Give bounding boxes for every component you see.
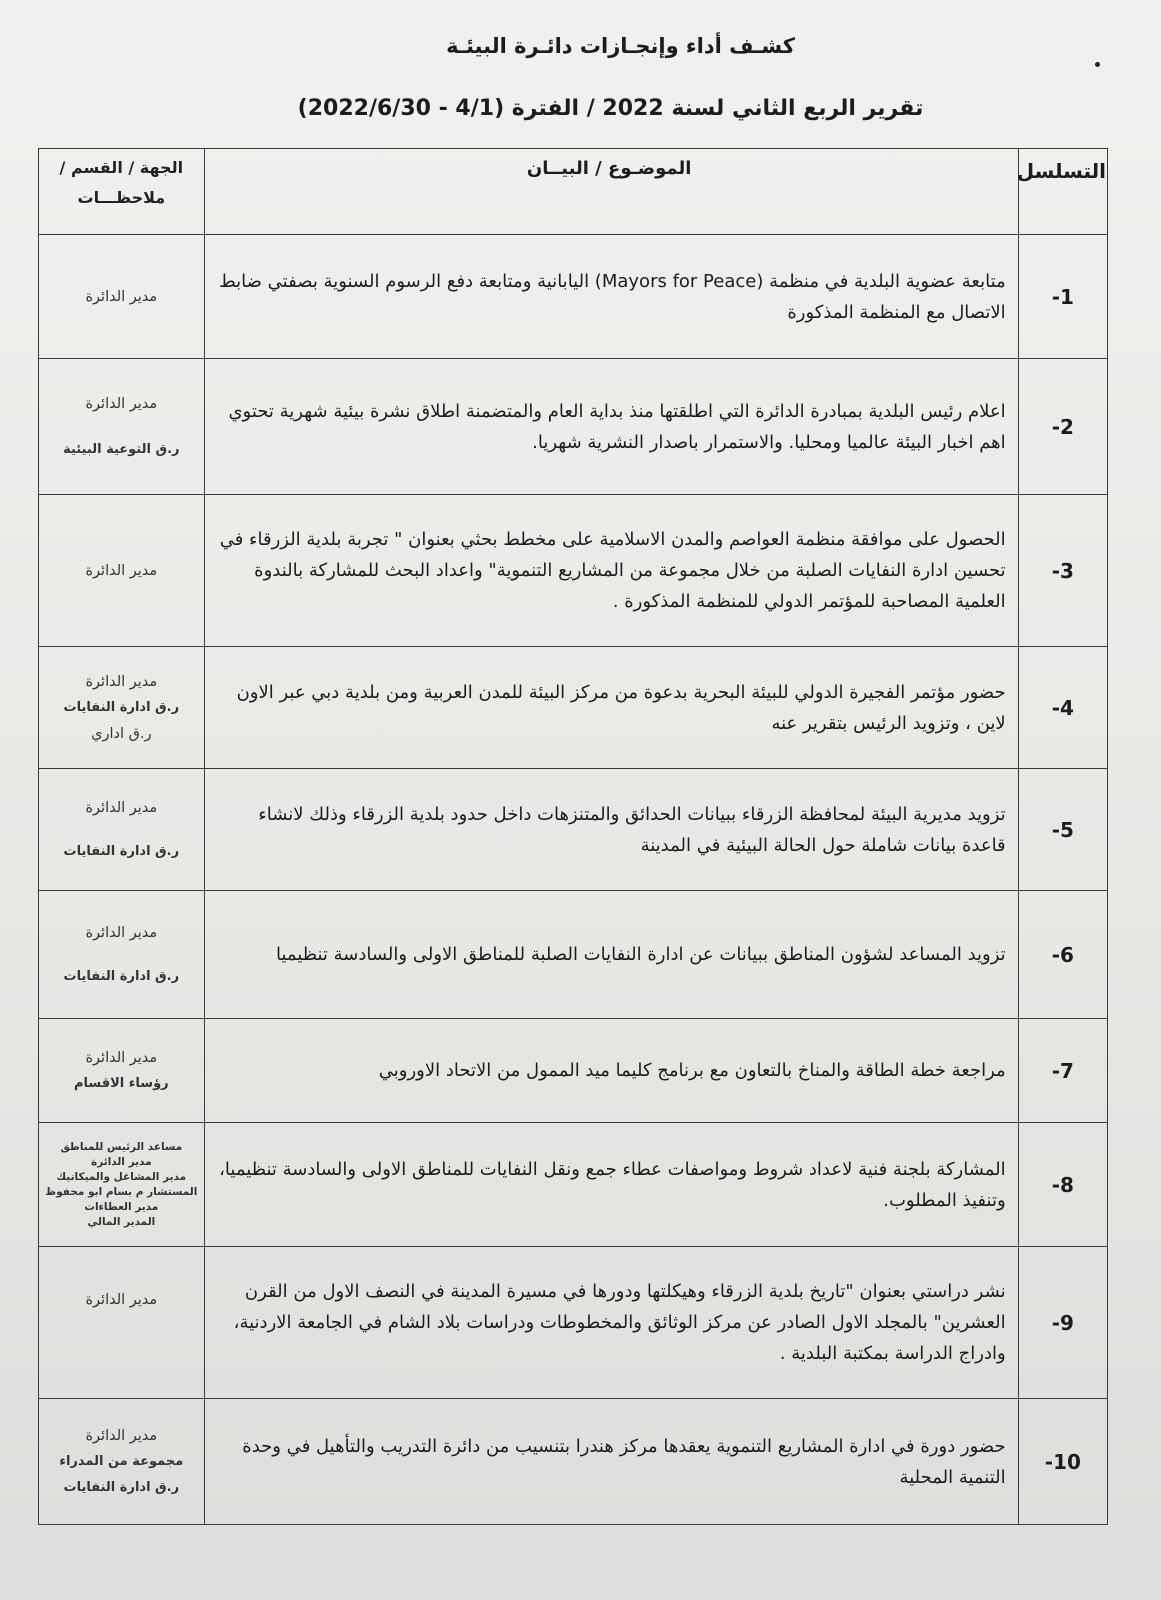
row-subject: متابعة عضوية البلدية في منظمة (Mayors for Peace) اليابانية ومتابعة دفع الرسوم السنوية بصفتي ضابط الاتصال مع المنظمة المذكورة — [204, 235, 1018, 359]
note-line: مدير الدائرة — [85, 673, 158, 690]
table-row-10 — [39, 1399, 1108, 1525]
row-subject: تزويد مديرية البيئة لمحافظة الزرقاء ببيانات الحدائق والمتنزهات داخل حدود بلدية الزرقاء وذلك لانشاء قاعدة بيانات شاملة حول الحالة البيئية في المدينة — [204, 769, 1018, 891]
row-subject: حضور مؤتمر الفجيرة الدولي للبيئة البحرية بدعوة من مركز البيئة للمدن العربية ومن بلدية دبي عبر الاون لاين ، وتزويد الرئيس بتقرير عنه — [204, 647, 1018, 769]
row-notes — [39, 1019, 205, 1123]
row-seq: 9- — [1018, 1247, 1107, 1399]
row-subject: اعلام رئيس البلدية بمبادرة الدائرة التي اطلقتها منذ بداية العام والمتضمنة اطلاق نشرة بيئية شهرية تحتوي اهم اخبار البيئة عالميا ومحليا. والاستمرار باصدار النشرية شهريا. — [204, 359, 1018, 495]
row-notes — [39, 359, 205, 495]
table-row-4 — [39, 647, 1108, 769]
table-row-7 — [39, 1019, 1108, 1123]
note-line: المدير المالي — [87, 1215, 156, 1228]
note-line: ر.ق ادارة النفايات — [63, 699, 180, 715]
note-line: رؤساء الاقسام — [73, 1075, 169, 1091]
table-header-row — [39, 149, 1108, 235]
note-line: مدير الدائرة — [85, 799, 158, 816]
row-subject: المشاركة بلجنة فنية لاعداد شروط ومواصفات عطاء جمع ونقل النفايات للمناطق الاولى والسادسة تنظيميا، وتنفيذ المطلوب. — [204, 1123, 1018, 1247]
note-line: المستشار م بسام ابو محفوظ — [45, 1185, 198, 1198]
note-line: مدير الدائرة — [91, 1155, 152, 1168]
row-seq: 5- — [1018, 769, 1107, 891]
column-header-notes-line1: الجهة / القسم / — [59, 158, 184, 177]
row-subject: تزويد المساعد لشؤون المناطق ببيانات عن ادارة النفايات الصلبة للمناطق الاولى والسادسة تنظيميا — [204, 891, 1018, 1019]
row-notes — [39, 1399, 205, 1525]
row-seq: 6- — [1018, 891, 1107, 1019]
row-notes — [39, 235, 205, 359]
column-header-subject: الموضـوع / البيــان — [204, 149, 1018, 235]
note-line: مجموعة من المدراء — [59, 1453, 184, 1469]
column-header-notes — [39, 149, 205, 235]
row-notes — [39, 891, 205, 1019]
note-line: ر.ق التوعية البيئية — [63, 441, 180, 457]
table-row-8 — [39, 1123, 1108, 1247]
note-line: ر.ق اداري — [91, 725, 152, 742]
row-notes — [39, 647, 205, 769]
table-row-1 — [39, 235, 1108, 359]
achievements-table — [38, 148, 1108, 1525]
note-line: مدير العطاءات — [84, 1200, 159, 1213]
row-seq: 10- — [1018, 1399, 1107, 1525]
note-line: مدير الدائرة — [85, 562, 158, 579]
row-subject: الحصول على موافقة منظمة العواصم والمدن الاسلامية على مخطط بحثي بعنوان " تجربة بلدية الزرقاء في تحسين ادارة النفايات الصلبة من خلال مجموعة من المشاريع التنموية" واعداد البحث للمشاركة بالندوة العلمية المصاحبة للمؤتمر الدولي للمنظمة المذكورة . — [204, 495, 1018, 647]
column-header-seq: التسلسل — [1018, 149, 1107, 235]
row-seq: 3- — [1018, 495, 1107, 647]
row-subject: حضور دورة في ادارة المشاريع التنموية يعقدها مركز هندرا بتنسيب من دائرة التدريب والتأهيل في وحدة التنمية المحلية — [204, 1399, 1018, 1525]
document-subtitle: تقرير الربع الثاني لسنة 2022 / الفترة (4/1 - 2022/6/30) — [297, 96, 924, 121]
row-seq: 1- — [1018, 235, 1107, 359]
table-row-2 — [39, 359, 1108, 495]
row-subject: مراجعة خطة الطاقة والمناخ بالتعاون مع برنامج كليما ميد الممول من الاتحاد الاوروبي — [204, 1019, 1018, 1123]
note-line: مساعد الرئيس للمناطق — [60, 1140, 183, 1153]
table-row-3 — [39, 495, 1108, 647]
row-seq: 8- — [1018, 1123, 1107, 1247]
note-line: مدير الدائرة — [85, 1292, 158, 1308]
row-seq: 7- — [1018, 1019, 1107, 1123]
table-row-5 — [39, 769, 1108, 891]
note-line: ر.ق ادارة النفايات — [63, 968, 180, 984]
column-header-notes-line2: ملاحظـــات — [77, 188, 166, 207]
note-line: مدير المشاغل والميكانيك — [56, 1170, 187, 1183]
table-row-6 — [39, 891, 1108, 1019]
note-line: مدير الدائرة — [85, 1427, 158, 1444]
note-line: مدير الدائرة — [85, 924, 158, 941]
note-line: ر.ق ادارة النفايات — [63, 1479, 180, 1495]
note-line: مدير الدائرة — [85, 395, 158, 412]
row-seq: 4- — [1018, 647, 1107, 769]
row-notes — [39, 1123, 205, 1247]
row-subject: نشر دراستي بعنوان "تاريخ بلدية الزرقاء وهيكلتها ودورها في مسيرة المدينة في النصف الاول من القرن العشرين" بالمجلد الاول الصادر عن مركز الوثائق والمخطوطات ودراسات بلاد الشام في الجامعة الاردنية، وادراج الدراسة بمكتبة البلدية . — [204, 1247, 1018, 1399]
row-notes — [39, 1247, 205, 1399]
row-seq: 2- — [1018, 359, 1107, 495]
note-line: مدير الدائرة — [85, 288, 158, 305]
ink-dot — [1095, 62, 1100, 67]
document-title: كشـف أداء وإنجـازات دائـرة البيئـة — [446, 34, 795, 58]
table-row-9 — [39, 1247, 1108, 1399]
note-line: مدير الدائرة — [85, 1049, 158, 1066]
note-line: ر.ق ادارة النفايات — [63, 843, 180, 859]
row-notes — [39, 495, 205, 647]
row-notes — [39, 769, 205, 891]
